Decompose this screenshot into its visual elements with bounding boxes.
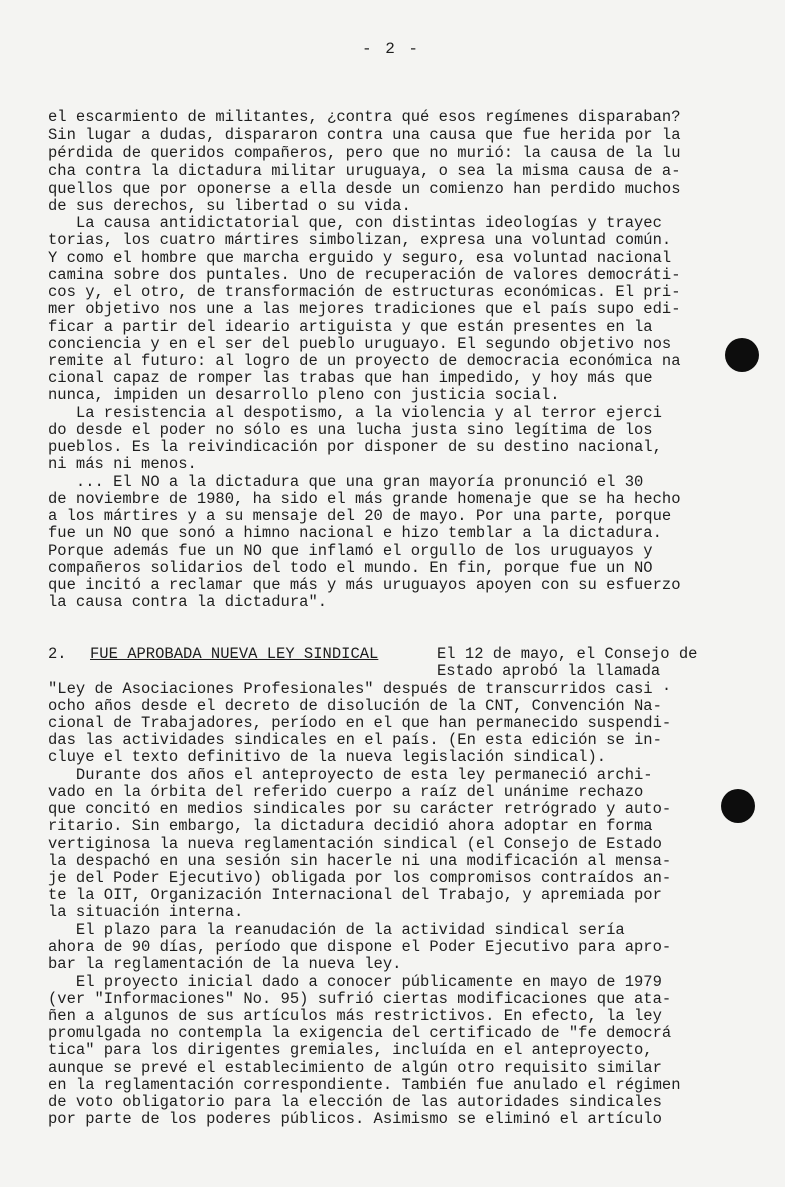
- text-line: a los mártires y a su mensaje del 20 de mayo. Por una parte, porque: [48, 507, 672, 525]
- text-line: ocho años desde el decreto de disolución de la CNT, Convención Na-: [48, 697, 662, 715]
- text-line: la causa contra la dictadura".: [48, 593, 328, 611]
- text-line: ñen a algunos de sus artículos más restrictivos. En efecto, la ley: [48, 1007, 662, 1025]
- text-line: ni más ni menos.: [48, 455, 197, 473]
- text-line: remite al futuro: al logro de un proyecto de democracia económica na: [48, 352, 681, 370]
- text-line: aunque se prevé el establecimiento de algún otro requisito similar: [48, 1059, 662, 1077]
- text-line: la situación interna.: [48, 903, 244, 921]
- text-line: la despachó en una sesión sin hacerle ni una modificación al mensa-: [48, 852, 672, 870]
- text-line: por parte de los poderes públicos. Asimismo se eliminó el artículo: [48, 1110, 662, 1128]
- text-line: que concitó en medios sindicales por su carácter retrógrado y auto-: [48, 800, 672, 818]
- text-line: cha contra la dictadura militar uruguaya, o sea la misma causa de a-: [48, 162, 681, 180]
- text-line: La resistencia al despotismo, a la violencia y al terror ejerci: [48, 404, 662, 422]
- text-line: pueblos. Es la reivindicación por disponer de su destino nacional,: [48, 438, 662, 456]
- text-line: vado en la órbita del referido cuerpo a raíz del unánime rechazo: [48, 783, 644, 801]
- text-line: de noviembre de 1980, ha sido el más grande homenaje que se ha hecho: [48, 490, 681, 508]
- text-line: cional de Trabajadores, período en el que han permanecido suspendi-: [48, 714, 672, 732]
- text-line: quellos que por oponerse a ella desde un comienzo han perdido muchos: [48, 180, 681, 198]
- section-heading: FUE APROBADA NUEVA LEY SINDICAL: [90, 645, 379, 663]
- text-line: bar la reglamentación de la nueva ley.: [48, 955, 402, 973]
- text-line: "Ley de Asociaciones Profesionales" después de transcurridos casi ·: [48, 680, 672, 698]
- text-line: de voto obligatorio para la elección de las autoridades sindicales: [48, 1093, 662, 1111]
- text-line: de sus derechos, su libertad o su vida.: [48, 197, 411, 215]
- text-line: cos y, el otro, de transformación de estructuras económicas. El pri-: [48, 283, 681, 301]
- text-line: do desde el poder no sólo es una lucha justa sino legítima de los: [48, 421, 653, 439]
- text-line: promulgada no contempla la exigencia del certificado de "fe democrá: [48, 1024, 672, 1042]
- text-line: Y como el hombre que marcha erguido y seguro, esa voluntad nacional: [48, 249, 672, 267]
- text-line: das las actividades sindicales en el país. (En esta edición se in-: [48, 731, 662, 749]
- text-line: que incitó a reclamar que más y más uruguayos apoyen con su esfuerzo: [48, 576, 681, 594]
- text-line: Sin lugar a dudas, dispararon contra una causa que fue herida por la: [48, 126, 681, 144]
- text-line: te la OIT, Organización Internacional del Trabajo, y apremiada por: [48, 886, 662, 904]
- text-line: conciencia y en el ser del pueblo uruguayo. El segundo objetivo nos: [48, 335, 672, 353]
- text-line: ritario. Sin embargo, la dictadura decidió ahora adoptar en forma: [48, 817, 653, 835]
- heading-text-line: Estado aprobó la llamada: [437, 662, 661, 680]
- text-line: cional capaz de romper las trabas que han impedido, y hoy más que: [48, 369, 653, 387]
- text-line: pérdida de queridos compañeros, pero que no murió: la causa de la lu: [48, 144, 681, 162]
- text-line: ... El NO a la dictadura que una gran mayoría pronunció el 30: [48, 473, 644, 491]
- text-line: cluye el texto definitivo de la nueva legislación sindical).: [48, 748, 607, 766]
- heading-text-line: El 12 de mayo, el Consejo de: [437, 645, 698, 663]
- text-line: fue un NO que sonó a himno nacional e hizo temblar a la dictadura.: [48, 524, 662, 542]
- text-line: La causa antidictatorial que, con distintas ideologías y trayec: [48, 214, 662, 232]
- text-line: vertiginosa la nueva reglamentación sindical (el Consejo de Estado: [48, 835, 662, 853]
- text-line: Durante dos años el anteproyecto de esta ley permaneció archi-: [48, 766, 653, 784]
- text-line: mer objetivo nos une a las mejores tradiciones que el país supo edi-: [48, 300, 681, 318]
- text-line: je del Poder Ejecutivo) obligada por los compromisos contraídos an-: [48, 869, 672, 887]
- text-line: en la reglamentación correspondiente. También fue anulado el régimen: [48, 1076, 681, 1094]
- punch-hole-top: [725, 338, 759, 372]
- text-line: El plazo para la reanudación de la actividad sindical sería: [48, 921, 625, 939]
- text-line: torias, los cuatro mártires simbolizan, expresa una voluntad común.: [48, 231, 672, 249]
- page-number: - 2 -: [362, 40, 421, 58]
- text-line: ahora de 90 días, período que dispone el Poder Ejecutivo para apro-: [48, 938, 672, 956]
- text-line: nunca, impiden un desarrollo pleno con justicia social.: [48, 386, 560, 404]
- punch-hole-bottom: [721, 789, 755, 823]
- text-line: ficar a partir del ideario artiguista y que están presentes en la: [48, 318, 653, 336]
- text-line: (ver "Informaciones" No. 95) sufrió ciertas modificaciones que ata-: [48, 990, 672, 1008]
- text-line: el escarmiento de militantes, ¿contra qué esos regímenes disparaban?: [48, 108, 681, 126]
- text-line: El proyecto inicial dado a conocer públicamente en mayo de 1979: [48, 973, 662, 991]
- text-line: Porque además fue un NO que inflamó el orgullo de los uruguayos y: [48, 542, 653, 560]
- section-number: 2.: [48, 645, 67, 663]
- text-line: camina sobre dos puntales. Uno de recuperación de valores democráti-: [48, 266, 681, 284]
- text-line: compañeros solidarios del todo el mundo. En fin, porque fue un NO: [48, 559, 653, 577]
- text-line: tica" para los dirigentes gremiales, incluída en el anteproyecto,: [48, 1041, 653, 1059]
